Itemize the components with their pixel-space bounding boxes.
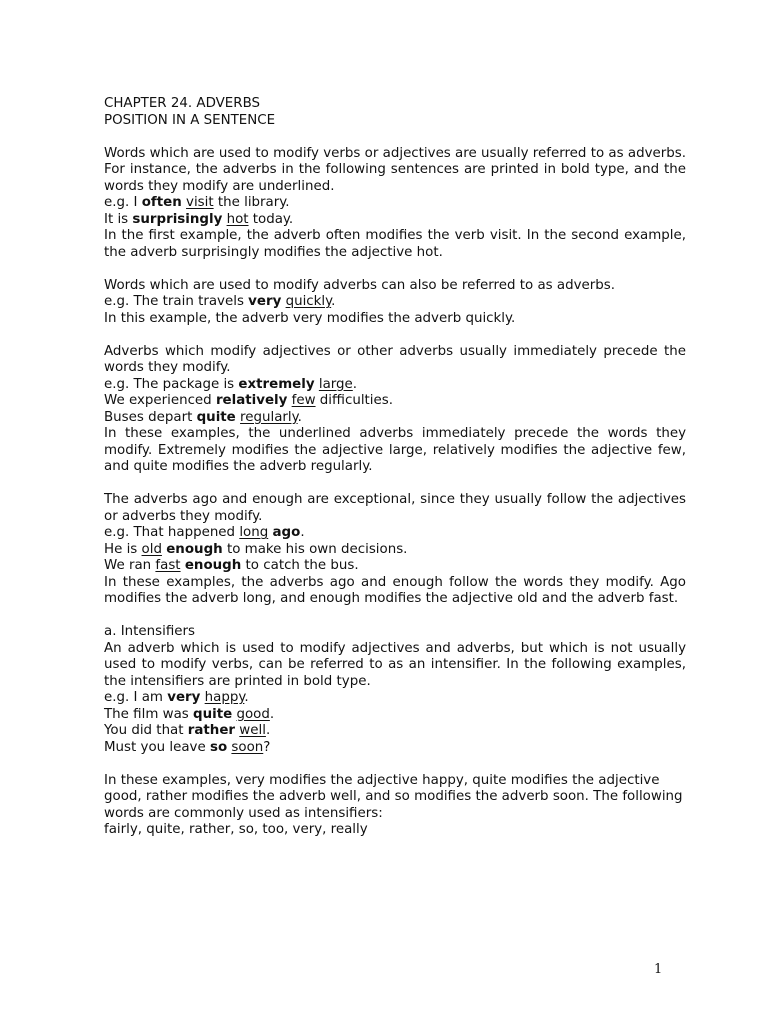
section-title: POSITION IN A SENTENCE <box>104 112 276 128</box>
example-line: Must you leave so soon? <box>104 739 271 755</box>
example-line: e.g. I often visit the library. <box>104 195 290 210</box>
paragraph-intro: An adverb which is used to modify adjectives and adverbs, but which is not usually used to modify verbs, can be referred to as an intensifier. In the following examples, the intensifiers are printed in bold type. <box>104 640 686 689</box>
example-line: e.g. That happened long ago. <box>104 525 305 540</box>
paragraph-intro: Adverbs which modify adjectives or other adverbs usually immediately precede the words they modify. <box>104 343 686 375</box>
example-line: e.g. I am very happy. <box>104 690 249 705</box>
example-line: It is surprisingly hot today. <box>104 211 294 227</box>
example-line: e.g. The train travels very quickly. <box>104 294 336 309</box>
example-line: You did that rather well. <box>104 723 271 738</box>
paragraph-explanation: In these examples, the adverbs ago and enough follow the words they modify. Ago modifies the adverb long, and enough modifies the adjective old and the adverb fast. <box>104 574 686 606</box>
example-line: The film was quite good. <box>104 706 275 722</box>
example-line: We ran fast enough to catch the bus. <box>104 558 359 573</box>
intensifier-list: fairly, quite, rather, so, too, very, really <box>104 822 368 837</box>
subsection-heading: a. Intensifiers <box>104 624 195 639</box>
paragraph-intro: The adverbs ago and enough are exceptional, since they usually follow the adjectives or adverbs they modify. <box>104 492 686 524</box>
paragraph-explanation: In the first example, the adverb often modifies the verb visit. In the second example, the adverb surprisingly modifies the adjective hot. <box>104 228 686 260</box>
document-body <box>104 96 686 839</box>
chapter-title: CHAPTER 24. ADVERBS <box>104 96 261 111</box>
paragraph-explanation: In these examples, the underlined adverbs immediately precede the words they modify. Extremely modifies the adjective large, relatively modifies the adjective few, and quite modifies the adverb regularly. <box>104 426 686 474</box>
paragraph-intro: Words which are used to modify verbs or adjectives are usually referred to as adverbs. For instance, the adverbs in the following sentences are printed in bold type, and the words they modify are underlined. <box>104 145 686 194</box>
example-line: e.g. The package is extremely large. <box>104 376 358 392</box>
example-line: We experienced relatively few difficulties. <box>104 393 393 408</box>
paragraph-explanation: In this example, the adverb very modifies the adverb quickly. <box>104 310 516 326</box>
page-number: 1 <box>654 962 663 977</box>
paragraph-intro: Words which are used to modify adverbs can also be referred to as adverbs. <box>104 277 615 293</box>
example-line: Buses depart quite regularly. <box>104 409 302 425</box>
example-line: He is old enough to make his own decisions. <box>104 541 408 557</box>
paragraph-explanation: In these examples, very modifies the adjective happy, quite modifies the adjective good, rather modifies the adverb well, and so modifies the adverb soon. The following words are commonly used as intensifiers: <box>104 772 683 821</box>
